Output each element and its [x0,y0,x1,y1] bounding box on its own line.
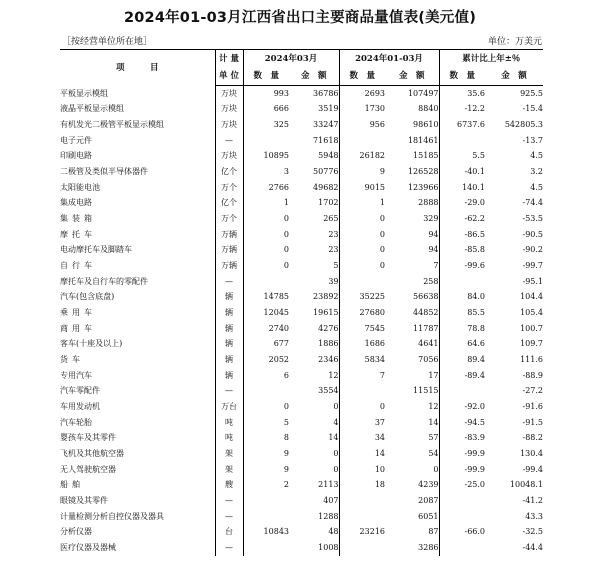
item-name-cell: 飞机及其他航空器 [60,448,124,458]
month-qty-cell: 677 [243,337,289,353]
unit-cell: 万个 [215,180,243,196]
month-amt-cell: 2346 [318,354,339,364]
header-period-current: 2024年03月 [243,50,339,69]
cum-qty-cell: 26182 [339,149,385,165]
table-row [60,415,543,431]
month-qty-cell: 6 [243,368,289,384]
yoy-amt-cell: -32.5 [522,527,543,537]
scope-note: ［按经营单位所在地］ [62,37,153,47]
month-qty-cell: 14785 [243,290,289,306]
table-row [60,258,543,274]
month-qty-cell [243,383,289,399]
table-row [60,383,543,399]
month-amt-cell: 4 [333,417,339,427]
cum-qty-cell: 27680 [339,305,385,321]
unit-cell: — [215,383,243,399]
month-qty-cell: 9 [243,462,289,478]
unit-cell: 架 [215,446,243,462]
yoy-qty-cell [439,493,485,509]
month-qty-cell: 5 [243,415,289,431]
month-amt-cell: 23 [328,229,339,239]
table-row [60,290,543,306]
unit-note: 单位：万美元 [487,37,542,47]
table-row [60,180,543,196]
cum-qty-cell: 0 [339,243,385,259]
item-name-cell: 无人驾驶航空器 [60,464,116,474]
cum-amt-cell: 126528 [407,167,439,177]
table-row [60,524,543,540]
cum-amt-cell: 11515 [413,386,439,396]
yoy-amt-cell: 100.7 [520,323,543,333]
month-amt-cell: 36786 [313,88,339,98]
month-qty-cell [243,493,289,509]
cum-qty-cell: 14 [339,446,385,462]
yoy-qty-cell: 6737.6 [439,117,485,133]
month-qty-cell: 0 [243,399,289,415]
yoy-amt-cell: -95.1 [522,276,543,286]
yoy-amt-cell: -88.9 [522,370,543,380]
unit-cell: 万块 [215,86,243,102]
yoy-qty-cell: 84.0 [439,290,485,306]
yoy-amt-cell: 109.7 [520,339,543,349]
cum-qty-cell: 956 [339,117,385,133]
cum-amt-cell: 12 [428,401,439,411]
table-row [60,227,543,243]
yoy-qty-cell: -29.0 [439,196,485,212]
unit-cell: 万辆 [215,227,243,243]
unit-cell: 万辆 [215,258,243,274]
month-amt-cell: 23 [328,245,339,255]
item-name-cell: 电动摩托车及脚踏车 [60,245,132,255]
cum-amt-cell: 6051 [418,511,439,521]
month-qty-cell: 0 [243,227,289,243]
yoy-qty-cell: 35.6 [439,86,485,102]
item-name-cell: 平板显示模组 [60,88,108,98]
unit-cell: 架 [215,462,243,478]
cum-qty-cell [339,540,385,556]
yoy-qty-cell: 64.6 [439,337,485,353]
unit-cell: 万块 [215,117,243,133]
month-qty-cell [243,133,289,149]
cum-qty-cell: 34 [339,430,385,446]
unit-cell: 亿个 [215,164,243,180]
cum-amt-cell: 17 [428,370,439,380]
unit-cell: 辆 [215,305,243,321]
item-name-cell: 摩托车 [60,229,96,239]
yoy-qty-cell: -86.5 [439,227,485,243]
header-qty: 数 量 [243,68,289,86]
month-qty-cell: 2740 [243,321,289,337]
unit-cell: — [215,133,243,149]
item-name-cell: 货车 [60,354,84,364]
item-name-cell: 摩托车及自行车的零配件 [60,276,148,286]
cum-qty-cell: 35225 [339,290,385,306]
cum-qty-cell: 37 [339,415,385,431]
table-row [60,164,543,180]
month-amt-cell: 407 [323,495,339,505]
header-period-cumulative: 2024年01-03月 [339,50,439,69]
header-amt: 金 额 [385,68,439,86]
month-amt-cell: 19615 [313,308,339,318]
item-name-cell: 医疗仪器及器械 [60,542,116,552]
cum-amt-cell: 329 [423,214,439,224]
item-name-cell: 船舶 [60,480,84,490]
yoy-qty-cell: -99.9 [439,462,485,478]
month-amt-cell: 71618 [313,135,339,145]
yoy-qty-cell: -83.9 [439,430,485,446]
table-row [60,211,543,227]
cum-amt-cell: 3286 [418,542,439,552]
yoy-amt-cell: -53.5 [522,214,543,224]
yoy-amt-cell: 10048.1 [509,480,543,490]
cum-qty-cell: 0 [339,227,385,243]
item-name-cell: 商用车 [60,323,96,333]
yoy-amt-cell: 4.5 [530,182,543,192]
item-name-cell: 计量检测分析自控仪器及器具 [60,511,164,521]
cum-qty-cell [339,493,385,509]
yoy-qty-cell [439,383,485,399]
item-name-cell: 自行车 [60,261,96,271]
unit-cell: 艘 [215,477,243,493]
table-body [60,86,543,556]
yoy-amt-cell: 3.2 [530,167,543,177]
table-row [60,446,543,462]
table-row [60,540,543,556]
yoy-amt-cell: -91.6 [522,401,543,411]
cum-amt-cell: 15185 [413,151,439,161]
cum-amt-cell: 57 [428,433,439,443]
month-qty-cell [243,540,289,556]
yoy-qty-cell: 78.8 [439,321,485,337]
month-qty-cell [243,509,289,525]
cum-qty-cell: 0 [339,211,385,227]
item-name-cell: 汽车零配件 [60,386,100,396]
month-amt-cell: 12 [328,370,339,380]
month-amt-cell: 5 [333,261,339,271]
yoy-qty-cell: -62.2 [439,211,485,227]
table-row [60,274,543,290]
month-qty-cell: 993 [243,86,289,102]
unit-cell: 吨 [215,430,243,446]
month-qty-cell: 1 [243,196,289,212]
yoy-amt-cell: -27.2 [522,386,543,396]
item-name-cell: 分析仪器 [60,527,92,537]
month-qty-cell: 325 [243,117,289,133]
table-row [60,368,543,384]
yoy-qty-cell [439,509,485,525]
cum-qty-cell [339,133,385,149]
yoy-amt-cell: -74.4 [522,198,543,208]
yoy-qty-cell: 140.1 [439,180,485,196]
yoy-amt-cell: 542805.3 [504,120,543,130]
cum-amt-cell: 8840 [418,104,439,114]
month-qty-cell: 0 [243,258,289,274]
unit-cell: 辆 [215,368,243,384]
item-name-cell: 客车(十座及以上) [60,339,123,349]
month-amt-cell: 1702 [318,198,339,208]
cum-qty-cell: 18 [339,477,385,493]
yoy-amt-cell: 43.3 [525,511,543,521]
unit-cell: — [215,274,243,290]
cum-qty-cell [339,383,385,399]
cum-amt-cell: 2087 [418,495,439,505]
unit-cell: 万个 [215,211,243,227]
yoy-qty-cell: -85.8 [439,243,485,259]
yoy-qty-cell: 89.4 [439,352,485,368]
unit-cell: 辆 [215,337,243,353]
header-unit-bottom: 单 位 [215,68,243,86]
cum-amt-cell: 98610 [413,120,439,130]
cum-qty-cell: 1686 [339,337,385,353]
cum-qty-cell: 0 [339,258,385,274]
month-qty-cell: 2766 [243,180,289,196]
cum-qty-cell: 0 [339,399,385,415]
cum-amt-cell: 107497 [407,88,439,98]
cum-qty-cell: 5834 [339,352,385,368]
cum-amt-cell: 0 [433,464,439,474]
month-qty-cell: 9 [243,446,289,462]
yoy-amt-cell: -90.5 [522,229,543,239]
yoy-amt-cell: -44.4 [522,542,543,552]
table-row [60,149,543,165]
yoy-amt-cell: 105.4 [520,308,543,318]
cum-amt-cell: 54 [428,448,439,458]
yoy-amt-cell: 130.4 [520,448,543,458]
month-amt-cell: 33247 [313,120,339,130]
cum-amt-cell: 7 [433,261,439,271]
month-amt-cell: 49682 [313,182,339,192]
yoy-qty-cell: 85.5 [439,305,485,321]
item-name-cell: 专用汽车 [60,370,92,380]
yoy-qty-cell: 5.5 [439,149,485,165]
table-row [60,196,543,212]
yoy-qty-cell [439,274,485,290]
cum-amt-cell: 44852 [413,308,439,318]
table-row [60,462,543,478]
cum-amt-cell: 14 [428,417,439,427]
month-qty-cell: 2052 [243,352,289,368]
yoy-amt-cell: -91.5 [522,417,543,427]
unit-cell: — [215,493,243,509]
month-amt-cell: 39 [328,276,339,286]
yoy-qty-cell: -94.5 [439,415,485,431]
yoy-amt-cell: -41.2 [522,495,543,505]
month-amt-cell: 2113 [318,480,339,490]
yoy-qty-cell: -66.0 [439,524,485,540]
cum-qty-cell [339,509,385,525]
yoy-qty-cell: -99.9 [439,446,485,462]
header-qty: 数 量 [439,68,485,86]
cum-qty-cell: 1 [339,196,385,212]
table-row [60,321,543,337]
yoy-qty-cell: -12.2 [439,102,485,118]
item-name-cell: 电子元件 [60,135,92,145]
unit-cell: 辆 [215,352,243,368]
month-qty-cell: 10895 [243,149,289,165]
table-row [60,305,543,321]
month-amt-cell: 4276 [318,323,339,333]
item-name-cell: 乘用车 [60,308,96,318]
cum-amt-cell: 94 [428,229,439,239]
header-amt: 金 额 [289,68,339,86]
unit-cell: 吨 [215,415,243,431]
item-name-cell: 印刷电路 [60,151,92,161]
item-name-cell: 汽车轮胎 [60,417,92,427]
yoy-qty-cell: -89.4 [439,368,485,384]
cum-amt-cell: 258 [423,276,439,286]
month-amt-cell: 265 [323,214,339,224]
cum-qty-cell: 10 [339,462,385,478]
unit-cell: — [215,540,243,556]
item-name-cell: 太阳能电池 [60,182,100,192]
month-qty-cell: 10843 [243,524,289,540]
item-name-cell: 婴孩车及其零件 [60,433,116,443]
yoy-amt-cell: -90.2 [522,245,543,255]
cum-amt-cell: 4641 [418,339,439,349]
item-name-cell: 集成电路 [60,198,92,208]
month-qty-cell: 2 [243,477,289,493]
unit-cell: 万台 [215,399,243,415]
month-amt-cell: 1288 [318,511,339,521]
cum-qty-cell: 7 [339,368,385,384]
unit-cell: 万辆 [215,243,243,259]
yoy-amt-cell: -13.7 [522,135,543,145]
table-row [60,133,543,149]
month-qty-cell [243,274,289,290]
header-item: 项 目 [60,50,215,86]
export-table [60,49,543,556]
yoy-amt-cell: 104.4 [520,292,543,302]
month-amt-cell: 1886 [318,339,339,349]
table-row [60,352,543,368]
yoy-amt-cell: 4.5 [530,151,543,161]
header-yoy: 累计比上年±％ [439,50,543,69]
yoy-amt-cell: -99.7 [522,261,543,271]
month-qty-cell: 8 [243,430,289,446]
cum-amt-cell: 7056 [418,354,439,364]
cum-amt-cell: 123966 [407,182,439,192]
month-amt-cell: 1008 [318,542,339,552]
month-amt-cell: 0 [333,448,339,458]
item-name-cell: 液晶平板显示模组 [60,104,124,114]
yoy-amt-cell: 925.5 [520,88,543,98]
cum-amt-cell: 56638 [413,292,439,302]
item-name-cell: 汽车(包含底盘) [60,292,115,302]
month-amt-cell: 48 [328,527,339,537]
month-amt-cell: 0 [333,464,339,474]
table-row [60,243,543,259]
cum-amt-cell: 2888 [418,198,439,208]
month-amt-cell: 3519 [318,104,339,114]
yoy-qty-cell [439,133,485,149]
item-name-cell: 车用发动机 [60,401,100,411]
table-row [60,477,543,493]
table-row [60,102,543,118]
table-row [60,399,543,415]
yoy-qty-cell: -40.1 [439,164,485,180]
table-row [60,509,543,525]
cum-qty-cell [339,274,385,290]
unit-cell: 辆 [215,290,243,306]
cum-amt-cell: 4239 [418,480,439,490]
month-qty-cell: 12045 [243,305,289,321]
cum-qty-cell: 1730 [339,102,385,118]
unit-cell: — [215,509,243,525]
yoy-qty-cell: -99.6 [439,258,485,274]
item-name-cell: 集装箱 [60,214,96,224]
table-row [60,430,543,446]
cum-qty-cell: 23216 [339,524,385,540]
item-name-cell: 二极管及类似半导体器件 [60,167,148,177]
cum-amt-cell: 11787 [413,323,439,333]
unit-cell: 台 [215,524,243,540]
yoy-qty-cell: -92.0 [439,399,485,415]
month-amt-cell: 3554 [318,386,339,396]
unit-cell: 万块 [215,102,243,118]
yoy-amt-cell: 111.6 [520,354,543,364]
cum-amt-cell: 87 [428,527,439,537]
cum-amt-cell: 181461 [407,135,439,145]
month-qty-cell: 0 [243,243,289,259]
table-row [60,117,543,133]
cum-qty-cell: 2693 [339,86,385,102]
item-name-cell: 有机发光二极管平板显示模组 [60,120,164,130]
yoy-qty-cell: -25.0 [439,477,485,493]
month-amt-cell: 23892 [313,292,339,302]
yoy-amt-cell: -15.4 [522,104,543,114]
month-amt-cell: 5948 [318,151,339,161]
item-name-cell: 眼镜及其零件 [60,495,108,505]
month-qty-cell: 666 [243,102,289,118]
cum-qty-cell: 9 [339,164,385,180]
cum-qty-cell: 7545 [339,321,385,337]
month-qty-cell: 0 [243,211,289,227]
header-qty: 数 量 [339,68,385,86]
unit-cell: 辆 [215,321,243,337]
header-unit-top: 计 量 [215,50,243,69]
cum-amt-cell: 94 [428,245,439,255]
month-amt-cell: 14 [328,433,339,443]
yoy-amt-cell: -99.4 [522,464,543,474]
page-title: 2024年01-03月江西省出口主要商品量值表(美元值) [123,10,477,26]
cum-qty-cell: 9015 [339,180,385,196]
header-amt: 金 额 [485,68,543,86]
yoy-qty-cell [439,540,485,556]
month-amt-cell: 0 [333,401,339,411]
unit-cell: 万块 [215,149,243,165]
table-row [60,493,543,509]
table-row [60,337,543,353]
table-row [60,86,543,102]
month-qty-cell: 3 [243,164,289,180]
unit-cell: 亿个 [215,196,243,212]
month-amt-cell: 50776 [313,167,339,177]
yoy-amt-cell: -88.2 [522,433,543,443]
